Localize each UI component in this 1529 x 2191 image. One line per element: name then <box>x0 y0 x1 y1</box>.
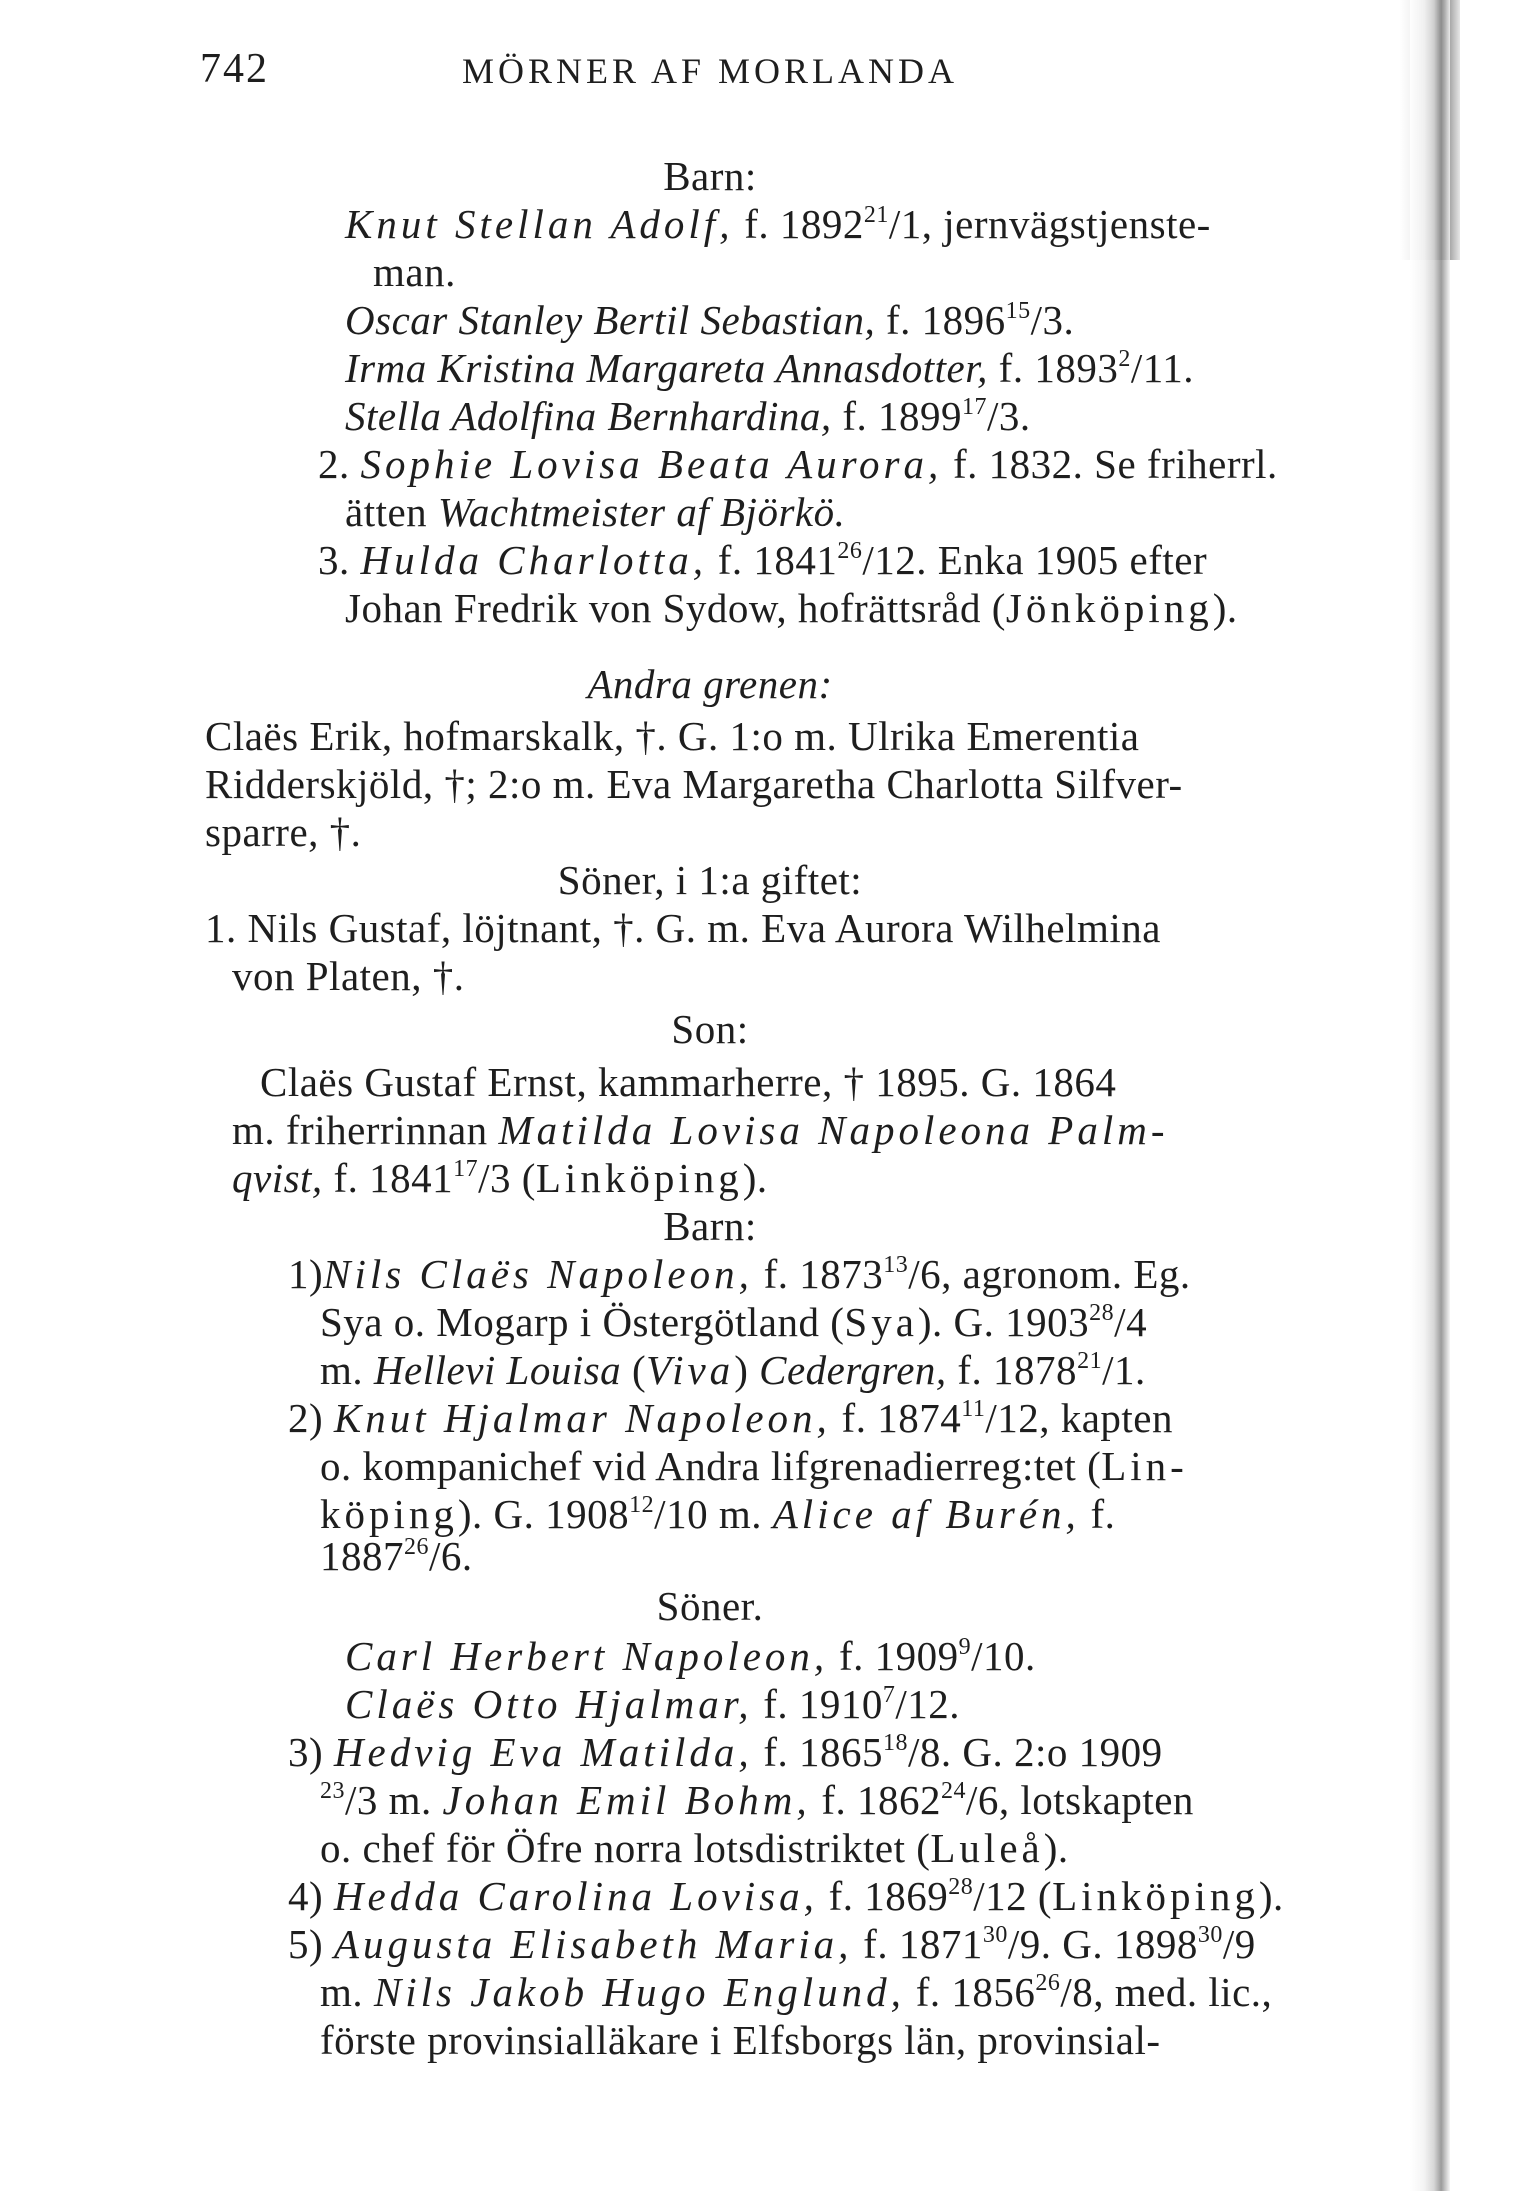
entry-claes-erik: Claës Erik, hofmarskalk, †. G. 1:o m. Ulrika Emerentia <box>205 713 1140 759</box>
heading-barn-2: Barn: <box>663 1203 757 1249</box>
entry-continuation: ätten Wachtmeister af Björkö. <box>345 489 846 535</box>
entry-continuation: man. <box>373 249 456 295</box>
entry-continuation: Ridderskjöld, †; 2:o m. Eva Margaretha Charlotta Silfver- <box>205 761 1183 807</box>
entry-continuation: Sya o. Mogarp i Östergötland (Sya). G. 1903$^{28}$/4 <box>320 1299 1148 1345</box>
entry-augusta-elisabeth-maria: 5) Augusta Elisabeth Maria, f. 1871$^{30}$/9. G. 1898$^{30}$/9 <box>288 1921 1256 1967</box>
entry-continuation: von Platen, †. <box>232 953 465 999</box>
entry-oscar-stanley: Oscar Stanley Bertil Sebastian, f. 1896$^{15}$/3. <box>345 297 1075 343</box>
entry-continuation: m. Hellevi Louisa (Viva) Cedergren, f. 1878$^{21}$/1. <box>320 1347 1146 1393</box>
entry-continuation: köping). G. 1908$^{12}$/10 m. Alice af Burén, f. <box>320 1491 1116 1537</box>
entry-continuation: 1887$^{26}$/6. <box>320 1533 473 1579</box>
heading-soner: Söner. <box>656 1583 764 1629</box>
entry-sophie-lovisa: 2. Sophie Lovisa Beata Aurora, f. 1832. Se friherrl. <box>318 441 1278 487</box>
heading-andra-grenen: Andra grenen: <box>587 661 833 707</box>
entry-knut-stellan: Knut Stellan Adolf, f. 1892$^{21}$/1, jernvägstjenste- <box>345 201 1211 247</box>
entry-hedda-carolina-lovisa: 4) Hedda Carolina Lovisa, f. 1869$^{28}$/12 (Linköping). <box>288 1873 1284 1919</box>
entry-claes-gustaf-ernst: Claës Gustaf Ernst, kammarherre, † 1895. G. 1864 <box>260 1059 1117 1105</box>
entry-carl-herbert-napoleon: Carl Herbert Napoleon, f. 1909$^9$/10. <box>345 1633 1036 1679</box>
entry-continuation: förste provinsialläkare i Elfsborgs län, provinsial- <box>320 2017 1161 2063</box>
entry-continuation: m. friherrinnan Matilda Lovisa Napoleona Palm- <box>232 1107 1169 1153</box>
entry-continuation: qvist, f. 1841$^{17}$/3 (Linköping). <box>232 1155 768 1201</box>
entry-continuation: sparre, †. <box>205 809 362 855</box>
entry-irma-kristina: Irma Kristina Margareta Annasdotter, f. 1893$^2$/11. <box>345 345 1194 391</box>
heading-barn: Barn: <box>663 153 757 199</box>
entry-continuation: m. Nils Jakob Hugo Englund, f. 1856$^{26}$/8, med. lic., <box>320 1969 1273 2015</box>
heading-son: Son: <box>671 1006 749 1052</box>
entry-stella-adolfina: Stella Adolfina Bernhardina, f. 1899$^{17}$/3. <box>345 393 1031 439</box>
entry-hedvig-eva-matilda: 3) Hedvig Eva Matilda, f. 1865$^{18}$/8. G. 2:o 1909 <box>288 1729 1163 1775</box>
heading-soner-forsta-giftet: Söner, i 1:a giftet: <box>557 857 863 903</box>
entry-continuation: o. kompanichef vid Andra lifgrenadierreg:tet (Lin- <box>320 1443 1188 1489</box>
entry-continuation: Johan Fredrik von Sydow, hofrättsråd (Jönköping). <box>345 585 1238 631</box>
entry-nils-gustaf: 1. Nils Gustaf, löjtnant, †. G. m. Eva Aurora Wilhelmina <box>205 905 1161 951</box>
entry-claes-otto-hjalmar: Claës Otto Hjalmar, f. 1910$^7$/12. <box>345 1681 961 1727</box>
binding-edge <box>1410 0 1450 2191</box>
entry-hulda-charlotta: 3. Hulda Charlotta, f. 1841$^{26}$/12. Enka 1905 efter <box>318 537 1208 583</box>
entry-knut-hjalmar-napoleon: 2) Knut Hjalmar Napoleon, f. 1874$^{11}$/12, kapten <box>288 1395 1173 1441</box>
entry-continuation: o. chef för Öfre norra lotsdistriktet (Luleå). <box>320 1825 1069 1871</box>
page-number: 742 <box>200 46 269 92</box>
entry-continuation: $^{23}$/3 m. Johan Emil Bohm, f. 1862$^{24}$/6, lotskapten <box>320 1777 1194 1823</box>
entry-nils-claes-napoleon: 1)Nils Claës Napoleon, f. 1873$^{13}$/6, agronom. Eg. <box>288 1251 1191 1297</box>
running-head: MÖRNER AF MORLANDA <box>461 51 959 91</box>
